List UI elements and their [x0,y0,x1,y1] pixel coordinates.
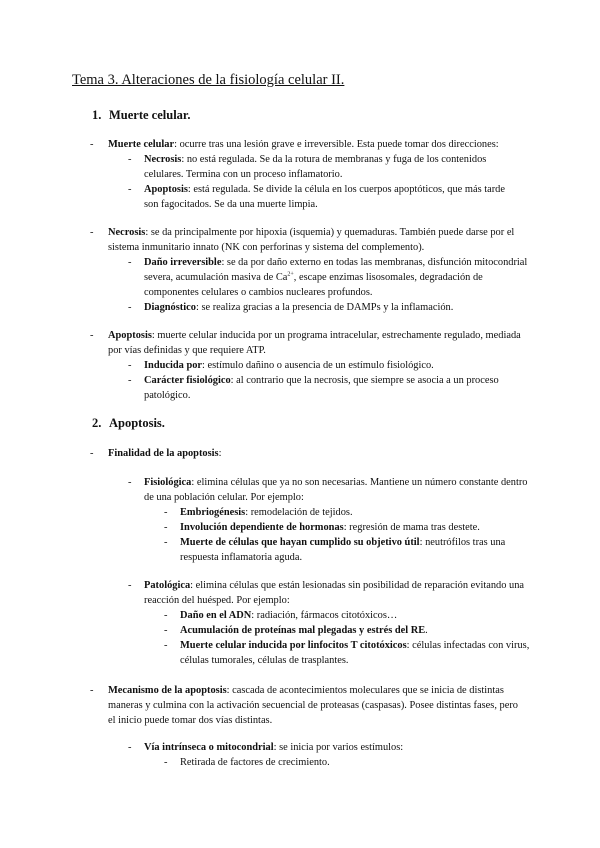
apoptosis-subitem: Apoptosis: está regulada. Se divide la célula en los cuerpos apoptóticos, que más tarde son fagocitados. Se da una muerte limpia. [144,184,505,211]
bullet-dash: - [128,477,132,488]
bullet-dash: - [128,375,132,386]
via-intrinseca-item: Vía intrínseca o mitocondrial: se inicia por varios estímulos: [144,742,404,753]
diagnostico-subitem: Diagnóstico: se realiza gracias a la presencia de DAMPs y la inflamación. [144,302,454,313]
bullet-dash: - [90,448,94,459]
bullet-dash: - [164,640,168,651]
bullet-dash: - [128,257,132,268]
bullet-dash: - [128,154,132,165]
bullet-dash: - [128,580,132,591]
bullet-dash: - [164,522,168,533]
apoptosis-item: Apoptosis: muerte celular inducida por un programa intracelular, estrechamente regulado, mediada por vías definidas y que requiere ATP. [108,330,521,357]
dano-adn-subitem: Daño en el ADN: radiación, fármacos citotóxicos… [180,610,398,621]
linfocitos-subitem: Muerte celular inducida por linfocitos T citotóxicos: células infectadas con virus, células tumorales, células de trasplantes. [180,640,530,667]
bullet-dash: - [164,610,168,621]
bullet-dash: - [164,757,168,768]
bullet-dash: - [128,184,132,195]
necrosis-item: Necrosis: se da principalmente por hipoxia (isquemia) y quemaduras. También puede darse por el sistema inmunitario innato (NK con perforinas y sistema del complemento). [108,227,515,254]
bullet-dash: - [90,139,94,150]
fisiologica-item: Fisiológica: elimina células que ya no son necesarias. Mantiene un número constante dentro de una población celular. Por ejemplo: [144,477,528,504]
retirada-subitem: Retirada de factores de crecimiento. [180,757,330,768]
bullet-dash: - [128,742,132,753]
bullet-dash: - [90,685,94,696]
section-heading-2: 2. Apoptosis. [92,416,165,430]
bullet-dash: - [90,227,94,238]
mecanismo-item: Mecanismo de la apoptosis: cascada de acontecimientos moleculares que se inicia de distintas maneras y culmina con la activación secuencial de proteasas (caspasas). Posee distintas fases, pero el inicio puede tomar dos vías distintas. [108,685,518,727]
document-title: Tema 3. Alteraciones de la fisiología celular II. [72,72,345,88]
involucion-subitem: Involución dependiente de hormonas: regresión de mama tras destete. [180,522,480,533]
bullet-dash: - [164,625,168,636]
section-heading-1: 1. Muerte celular. [92,108,191,122]
bullet-dash: - [128,302,132,313]
patologica-item: Patológica: elimina células que están lesionadas sin posibilidad de reparación evitando una reacción del huésped. Por ejemplo: [144,580,525,607]
necrosis-subitem: Necrosis: no está regulada. Se da la rotura de membranas y fuga de los contenidos celulares. Termina con un proceso inflamatorio. [144,154,487,181]
finalidad-item: Finalidad de la apoptosis: [108,448,222,459]
muerte-celular-item: Muerte celular: ocurre tras una lesión grave e irreversible. Esta puede tomar dos direcciones: [108,139,499,150]
inducida-subitem: Inducida por: estímulo dañino o ausencia de un estímulo fisiológico. [144,360,434,371]
caracter-subitem: Carácter fisiológico: al contrario que la necrosis, que siempre se asocia a un proceso patológico. [144,375,499,402]
bullet-dash: - [90,330,94,341]
bullet-dash: - [164,537,168,548]
embriogenesis-subitem: Embriogénesis: remodelación de tejidos. [180,507,353,518]
dano-irreversible-subitem: Daño irreversible: se da por daño externo en todas las membranas, disfunción mitocondrial severa, acumulación masiva de $Ca^{2+}$, escape enzimas lisosomales, degradación de componentes celulares o cambios nucleares profundos. [144,257,528,299]
bullet-dash: - [128,360,132,371]
bullet-dash: - [164,507,168,518]
muerte-celulas-subitem: Muerte de células que hayan cumplido su objetivo útil: neutrófilos tras una respuesta inflamatoria aguda. [180,537,506,564]
acumulacion-subitem: Acumulación de proteínas mal plegadas y estrés del RE. [180,625,428,636]
